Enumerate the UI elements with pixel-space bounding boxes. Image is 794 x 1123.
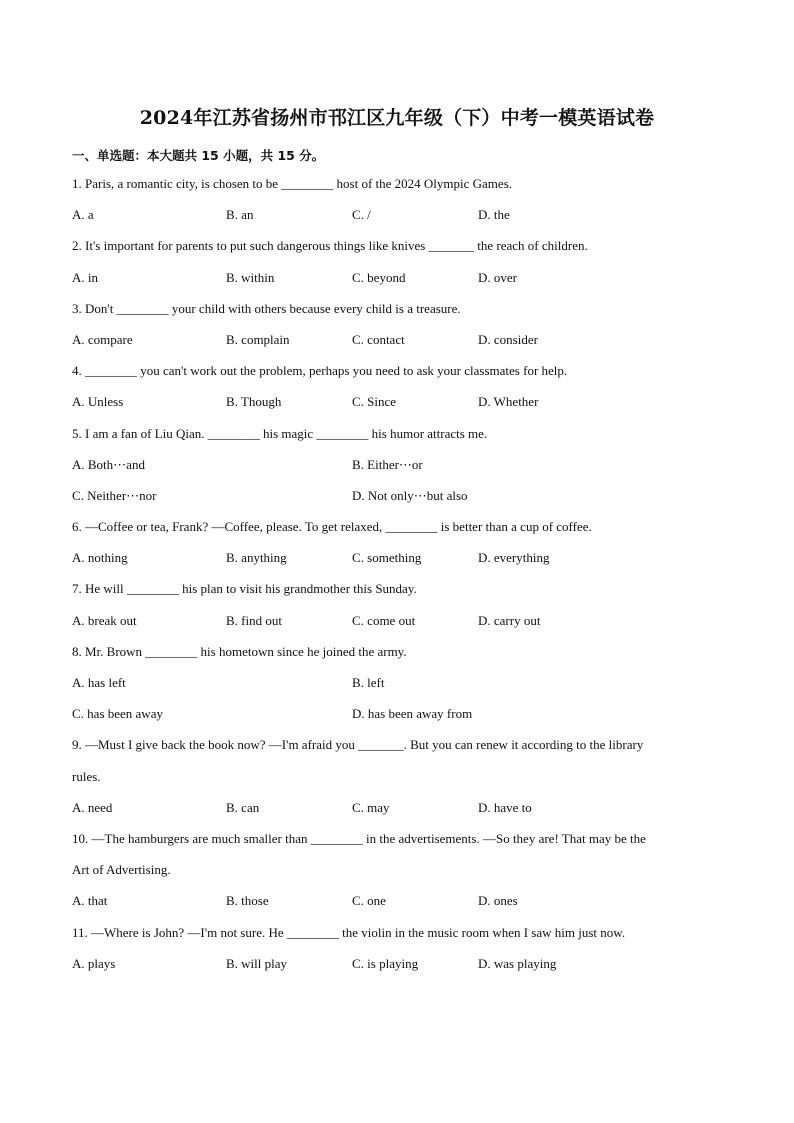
section-heading: 一、单选题：本大题共 15 小题，共 15 分。 bbox=[72, 148, 325, 163]
option-a: A. a bbox=[72, 207, 94, 223]
option-b: B. find out bbox=[226, 612, 282, 628]
question-options bbox=[72, 704, 712, 735]
question-options bbox=[72, 392, 712, 423]
question-stem: 7. He will ________ his plan to visit his grandmother this Sunday. bbox=[72, 581, 417, 597]
question-options bbox=[72, 268, 712, 299]
option-c: C. beyond bbox=[352, 269, 406, 285]
question-options bbox=[72, 330, 712, 361]
option-d: D. over bbox=[478, 269, 517, 285]
question-options bbox=[72, 798, 712, 829]
question-stem: 5. I am a fan of Liu Qian. ________ his magic ________ his humor attracts me. bbox=[72, 425, 488, 441]
option-d: D. the bbox=[478, 207, 510, 223]
option-a: A. Both⋯and bbox=[72, 456, 145, 472]
option-c: C. / bbox=[352, 207, 371, 223]
option-d: D. Whether bbox=[478, 394, 539, 410]
question-options bbox=[72, 548, 712, 579]
question-options bbox=[72, 486, 712, 517]
option-b: B. Either⋯or bbox=[352, 456, 423, 472]
option-b: B. left bbox=[352, 675, 385, 690]
option-b: B. can bbox=[226, 799, 260, 815]
question-options bbox=[72, 611, 712, 642]
option-b: B. complain bbox=[226, 331, 290, 347]
question-stem-continued: rules. bbox=[72, 768, 101, 784]
option-c: C. one bbox=[352, 893, 386, 909]
option-c: C. Neither⋯nor bbox=[72, 487, 157, 503]
question-options bbox=[72, 891, 712, 922]
option-a: A. plays bbox=[72, 955, 116, 971]
option-b: B. an bbox=[226, 207, 254, 223]
option-d: D. has been away from bbox=[352, 706, 473, 722]
option-c: C. contact bbox=[352, 331, 405, 347]
option-d: D. have to bbox=[478, 799, 532, 815]
question-stem: 10. —The hamburgers are much smaller than ________ in the advertisements. —So they are! That may be the bbox=[72, 830, 646, 846]
option-a: A. nothing bbox=[72, 550, 128, 566]
question-stem: 9. —Must I give back the book now? —I'm afraid you _______. But you can renew it according to the library bbox=[72, 737, 644, 753]
question-stem: 8. Mr. Brown ________ his hometown since he joined the army. bbox=[72, 643, 407, 659]
question-stem: 6. —Coffee or tea, Frank? —Coffee, please. To get relaxed, ________ is better than a cup of coffee. bbox=[72, 519, 592, 535]
option-c: C. has been away bbox=[72, 706, 163, 722]
option-c: C. is playing bbox=[352, 955, 419, 971]
question-stem: 4. ________ you can't work out the problem, perhaps you need to ask your classmates for help. bbox=[72, 363, 568, 379]
question-stem: 3. Don't ________ your child with others because every child is a treasure. bbox=[72, 300, 461, 316]
option-a: A. that bbox=[72, 893, 108, 909]
option-d: D. ones bbox=[478, 893, 518, 909]
question-stem: 2. It's important for parents to put such dangerous things like knives _______ the reach of children. bbox=[72, 238, 588, 254]
option-a: A. compare bbox=[72, 331, 133, 347]
question-options bbox=[72, 455, 712, 486]
option-b: B. within bbox=[226, 269, 275, 285]
option-d: D. was playing bbox=[478, 955, 557, 971]
option-a: A. has left bbox=[72, 675, 126, 690]
option-a: A. Unless bbox=[72, 394, 124, 410]
option-d: D. carry out bbox=[478, 612, 541, 628]
question-options bbox=[72, 205, 712, 236]
option-a: A. need bbox=[72, 799, 113, 815]
option-b: B. those bbox=[226, 893, 269, 909]
question-stem-continued: Art of Advertising. bbox=[72, 862, 171, 878]
question-stem: 11. —Where is John? —I'm not sure. He ________ the violin in the music room when I saw him just now. bbox=[72, 924, 626, 940]
option-d: D. Not only⋯but also bbox=[352, 487, 468, 503]
option-d: D. consider bbox=[478, 331, 538, 347]
option-a: A. in bbox=[72, 269, 98, 285]
question-options bbox=[72, 954, 712, 985]
option-c: C. may bbox=[352, 799, 390, 815]
option-c: C. something bbox=[352, 550, 422, 566]
question-list bbox=[72, 174, 712, 985]
question-options bbox=[72, 673, 712, 704]
option-b: B. will play bbox=[226, 955, 288, 971]
option-b: B. Though bbox=[226, 394, 282, 410]
option-b: B. anything bbox=[226, 550, 287, 566]
option-d: D. everything bbox=[478, 550, 550, 566]
exam-title: 2024年江苏省扬州市邗江区九年级（下）中考一模英语试卷 bbox=[139, 107, 655, 129]
question-stem: 1. Paris, a romantic city, is chosen to be ________ host of the 2024 Olympic Games. bbox=[72, 176, 513, 191]
option-c: C. come out bbox=[352, 612, 416, 628]
option-a: A. break out bbox=[72, 612, 137, 628]
option-c: C. Since bbox=[352, 394, 397, 410]
